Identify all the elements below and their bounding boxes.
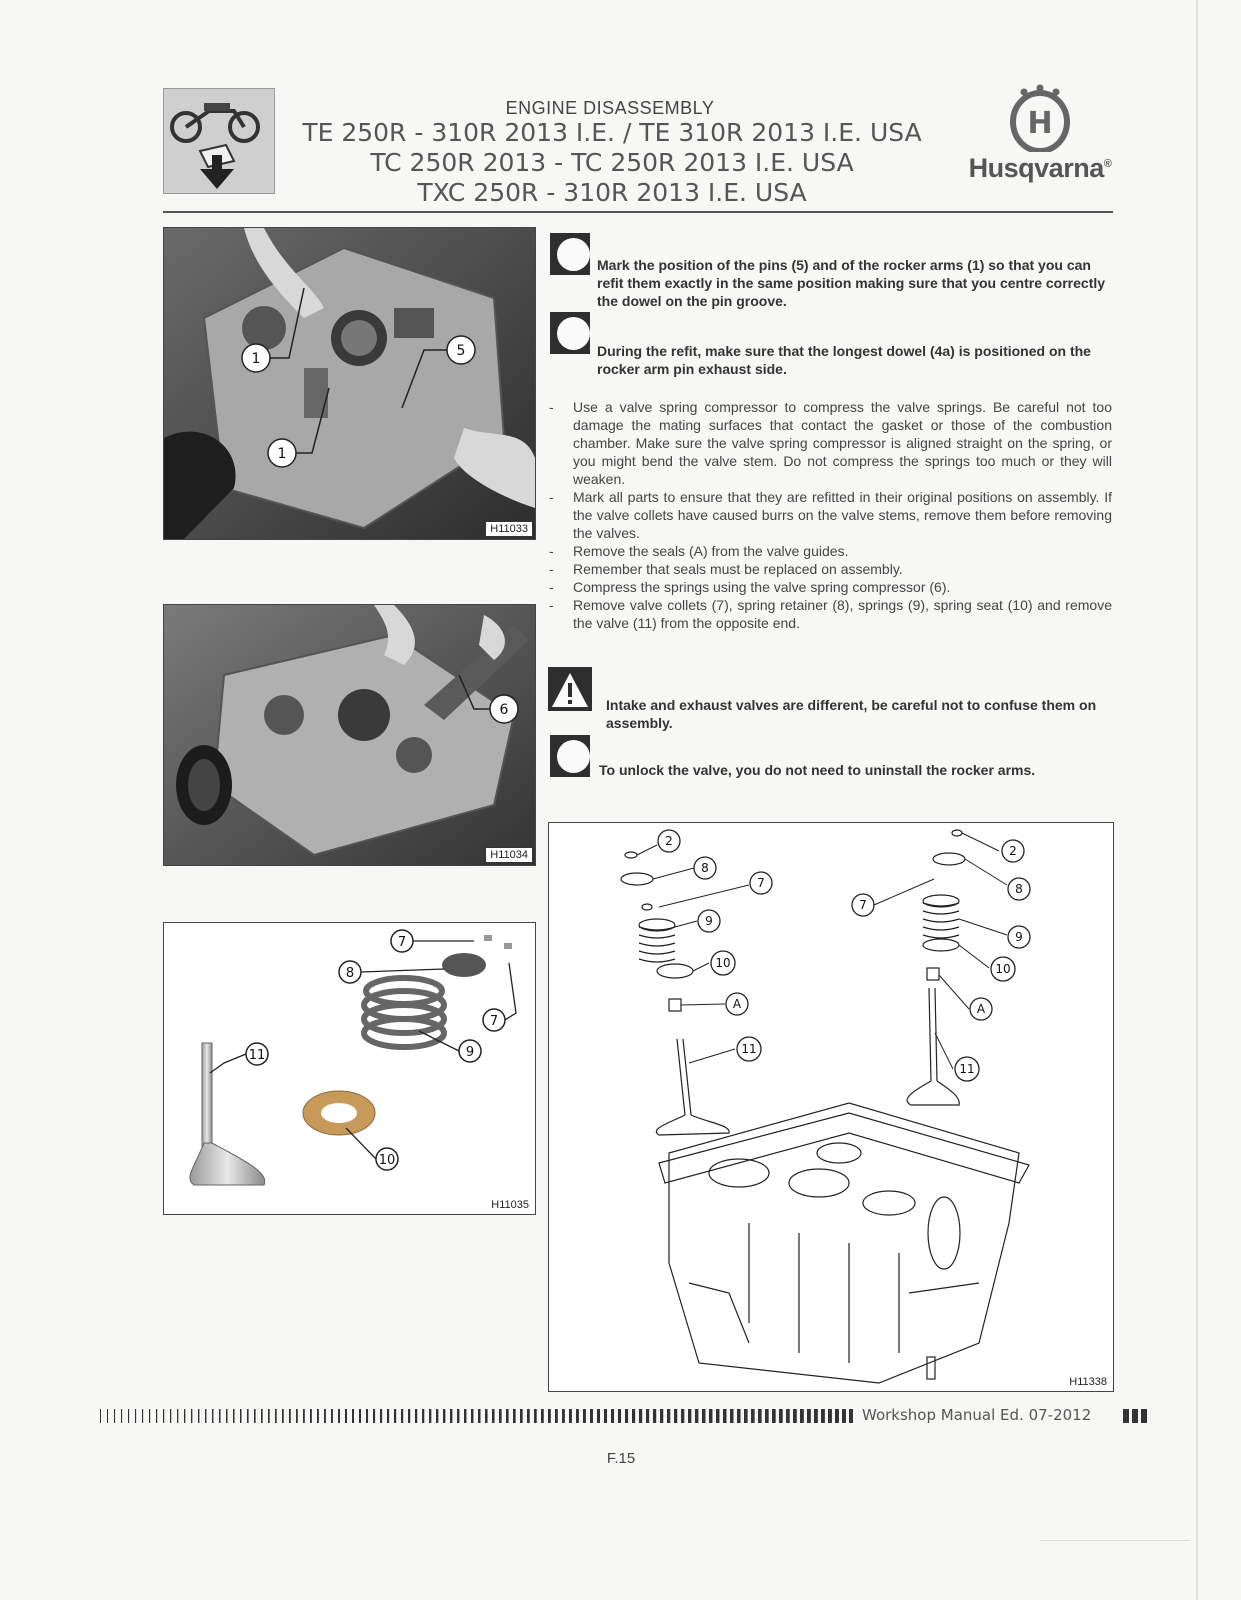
step-item: - Remove valve collets (7), spring retainer (8), springs (9), spring seat (10) and remove the valve (11) from the opposite end. (547, 596, 1112, 632)
svg-text:7: 7 (859, 898, 867, 912)
note-text-3: To unlock the valve, you do not need to uninstall the rocker arms. (599, 762, 1036, 778)
info-note-icon (550, 312, 590, 354)
footer-tick-bar (100, 1409, 860, 1423)
svg-text:11: 11 (248, 1048, 266, 1063)
footer-end-bar (1123, 1409, 1147, 1423)
model-line-3: TXC 250R - 310R 2013 I.E. USA (417, 178, 807, 207)
photo-rocker-arms (163, 227, 536, 540)
figure-code: H11033 (485, 521, 533, 537)
svg-text:10: 10 (378, 1153, 396, 1168)
step-item: - Mark all parts to ensure that they are refitted in their original positions on assembly. If the valve collets have caused burrs on the valve stems, remove them before removing the valves. (547, 488, 1112, 542)
svg-text:8: 8 (701, 861, 709, 875)
figure-code: H11034 (485, 847, 533, 863)
brand-name: Husqvarna® (968, 153, 1112, 183)
svg-text:7: 7 (397, 935, 407, 950)
svg-text:A: A (732, 997, 742, 1011)
note-text-1: Mark the position of the pins (5) and of the rocker arms (1) so that you can refit them exactly in the same position making sure that you centre correctly the dowel on the pin groove. (597, 257, 1106, 309)
svg-text:7: 7 (757, 876, 765, 890)
svg-text:6: 6 (499, 702, 509, 718)
note-text-2: During the refit, make sure that the longest dowel (4a) is positioned on the rocker arm pin exhaust side. (597, 343, 1091, 377)
svg-text:8: 8 (345, 966, 355, 981)
svg-text:10: 10 (995, 962, 1011, 976)
warning-icon (548, 667, 592, 711)
step-item: - Remember that seals must be replaced on assembly. (547, 560, 1112, 578)
info-note-icon (550, 735, 590, 777)
warning-text: Intake and exhaust valves are different, be careful not to confuse them on assembly. (606, 697, 1097, 731)
scan-edge (1196, 0, 1198, 1600)
exploded-valve-diagram (548, 822, 1114, 1392)
svg-text:1: 1 (277, 446, 287, 462)
step-item: - Remove the seals (A) from the valve guides. (547, 542, 1112, 560)
model-line-2: TC 250R 2013 - TC 250R 2013 I.E. USA (370, 148, 854, 177)
svg-text:5: 5 (456, 343, 466, 359)
section-icon (163, 88, 275, 194)
procedure-steps (547, 398, 1112, 632)
figure-code: H11338 (1065, 1375, 1111, 1389)
photo-valve-parts (163, 922, 536, 1215)
photo-spring-compressor (163, 604, 536, 866)
svg-text:9: 9 (465, 1045, 475, 1060)
model-line-1: TE 250R - 310R 2013 I.E. / TE 310R 2013 I.E. USA (302, 118, 922, 147)
footer-label: Workshop Manual Ed. 07-2012 (862, 1406, 1092, 1424)
info-note-icon (550, 233, 590, 275)
section-title: ENGINE DISASSEMBLY (505, 98, 715, 118)
svg-text:11: 11 (959, 1062, 975, 1076)
figure-code: H11035 (487, 1198, 533, 1212)
svg-text:9: 9 (705, 914, 713, 928)
step-item: - Use a valve spring compressor to compress the valve springs. Be careful not too damage the mating surfaces that contact the gasket or those of the combustion chamber. Make sure the valve spring compressor is aligned straight on the spring, or you might bend the valve stem. Do not compress the springs too much or they will weaken. (547, 398, 1112, 488)
svg-text:H: H (1027, 106, 1053, 141)
svg-text:10: 10 (715, 956, 731, 970)
svg-text:2: 2 (665, 834, 673, 848)
svg-text:A: A (976, 1002, 986, 1016)
page-number: F.15 (606, 1450, 636, 1467)
scan-mark (1040, 1540, 1190, 1541)
svg-text:9: 9 (1015, 930, 1023, 944)
svg-text:2: 2 (1009, 844, 1017, 858)
svg-text:11: 11 (741, 1042, 757, 1056)
svg-text:8: 8 (1015, 882, 1023, 896)
svg-text:1: 1 (251, 351, 261, 367)
svg-text:7: 7 (489, 1014, 499, 1029)
step-item: - Compress the springs using the valve spring compressor (6). (547, 578, 1112, 596)
header-divider (163, 211, 1113, 213)
